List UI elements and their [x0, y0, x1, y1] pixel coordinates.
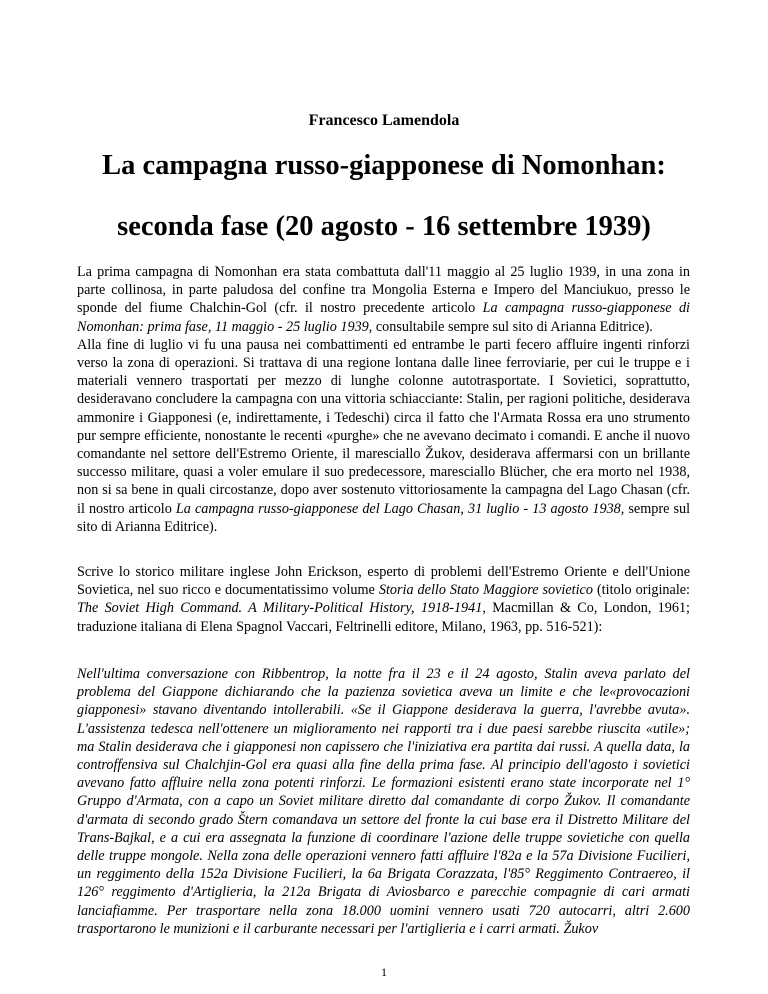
- text-run: , sempre sul sito di Arianna Editrice).: [77, 500, 691, 535]
- text-run: (titolo originale:: [592, 582, 691, 599]
- paragraph-2: [77, 563, 690, 636]
- article-reference: La campagna russo-giapponese di Nomonhan: prima fase, 11 maggio - 25 luglio 1939: [77, 300, 690, 335]
- paragraph-1b: [77, 336, 690, 536]
- paragraph-1a: [77, 263, 690, 336]
- book-title: Storia dello Stato Maggiore sovietico: [378, 582, 593, 599]
- text-run: Scrive lo storico militare inglese John Erickson, esperto di problemi dell'Estremo Oriente e dell'Unione Sovietica, nel suo ricco e documentatissimo volume: [77, 564, 690, 599]
- document-title-line-2: seconda fase (20 agosto - 16 settembre 1939): [117, 211, 651, 242]
- book-original-title: The Soviet High Command. A Military-Political History, 1918-1941: [77, 600, 483, 617]
- quotation-text: Nell'ultima conversazione con Ribbentrop, la notte fra il 23 e il 24 agosto, Stalin aveva parlato del problema del Giappone dichiarando che la pazienza sovietica aveva un limite e che le«provocazioni giapponesi» stavano diventando intollerabili. «Se il Giappone desiderava la guerra, l'avrebbe avuta». L'assistenza tedesca nell'ottenere un miglioramento nei rapporti tra i due paesi sarebbe riuscita «utile»; ma Stalin desiderava che i giapponesi non capissero che l'iniziativa era partita dai russi. A quella data, la controffensiva sul Chalchjin-Gol era quasi alla fine della prima fase. Al principio dell'agosto i sovietici avevano fatto affluire nella zona potenti rinforzi. Le formazioni esistenti erano state incorporate nel 1° Gruppo d'Armata, con a capo un Soviet militare diretto dal comandante di corpo Žukov. Il comandante d'armata di secondo grado Štern comandava un settore del fronte la cui base era il Distretto Militare del Trans-Bajkal, e a cui era assegnata la funzione di coordinare l'azione delle truppe sovietiche con quella delle truppe mongole. Nella zona delle operazioni vennero fatti affluire l'82a e la 57a Divisione Fucilieri, un reggimento della 152a Divisione Fucilieri, la 6a Brigata Corazzata, l'85° Reggimento Contraereo, il 126° reggimento d'Artiglieria, la 212a Brigata di Aviosbarco e parecchie compagnie di cari armati lanciafiamme. Per trasportare nella zona 18.000 uomini vennero usati 720 autocarri, altri 2.600 trasportarono le munizioni e il carburante necessari per l'artiglieria e i carri armati. Žukov: [77, 666, 690, 937]
- document-title-line-1: La campagna russo-giapponese di Nomonhan:: [102, 150, 666, 181]
- quotation: [77, 665, 690, 938]
- author-name: Francesco Lamendola: [308, 112, 460, 129]
- paragraph-intro: [77, 263, 690, 536]
- text-run: , Macmillan & Co, London, 1961; traduzione italiana di Elena Spagnol Vaccari, Feltrinelli editore, Milano, 1963, pp. 516-521):: [77, 600, 690, 635]
- text-run: , consultabile sempre sul sito di Arianna Editrice).: [368, 318, 653, 335]
- page-number: 1: [381, 965, 387, 979]
- text-run: La prima campagna di Nomonhan era stata combattuta dall'11 maggio al 25 luglio 1939, in una zona in parte collinosa, in parte paludosa del confine tra Mongolia Esterna e Impero del Manciukuo, presso le sponde del fiume Chalchin-Gol (cfr. il nostro precedente articolo: [77, 264, 690, 317]
- article-reference: La campagna russo-giapponese del Lago Chasan, 31 luglio - 13 agosto 1938: [175, 500, 621, 517]
- text-run: Alla fine di luglio vi fu una pausa nei combattimenti ed entrambe le parti fecero affluire ingenti rinforzi verso la zona di operazioni. Si trattava di una regione lontana dalle linee ferroviarie, per cui le truppe e i materiali vennero trasportati per mezzo di lunghe colonne autotrasportate. I Sovietici, soprattutto, desideravano concludere la campagna con una vittoria schiacciante: Stalin, per ragioni politiche, desiderava ammonire i Giapponesi (e, indirettamente, i Tedeschi) circa il fatto che l'Armata Rossa era uno strumento pur sempre efficiente, nonostante le recenti «purghe» che ne avevano decimato i comandi. E anche il nuovo comandante nel settore dell'Estremo Oriente, il maresciallo Žukov, desiderava affermarsi con un brillante successo militare, quasi a voler emulare il suo predecessore, maresciallo Blücher, che era morto nel 1938, non si sa bene in quali circostanze, dopo aver sostenuto vittoriosamente la campagna del Lago Chasan (cfr. il nostro articolo: [77, 336, 690, 517]
- paragraph-erickson: [77, 563, 690, 636]
